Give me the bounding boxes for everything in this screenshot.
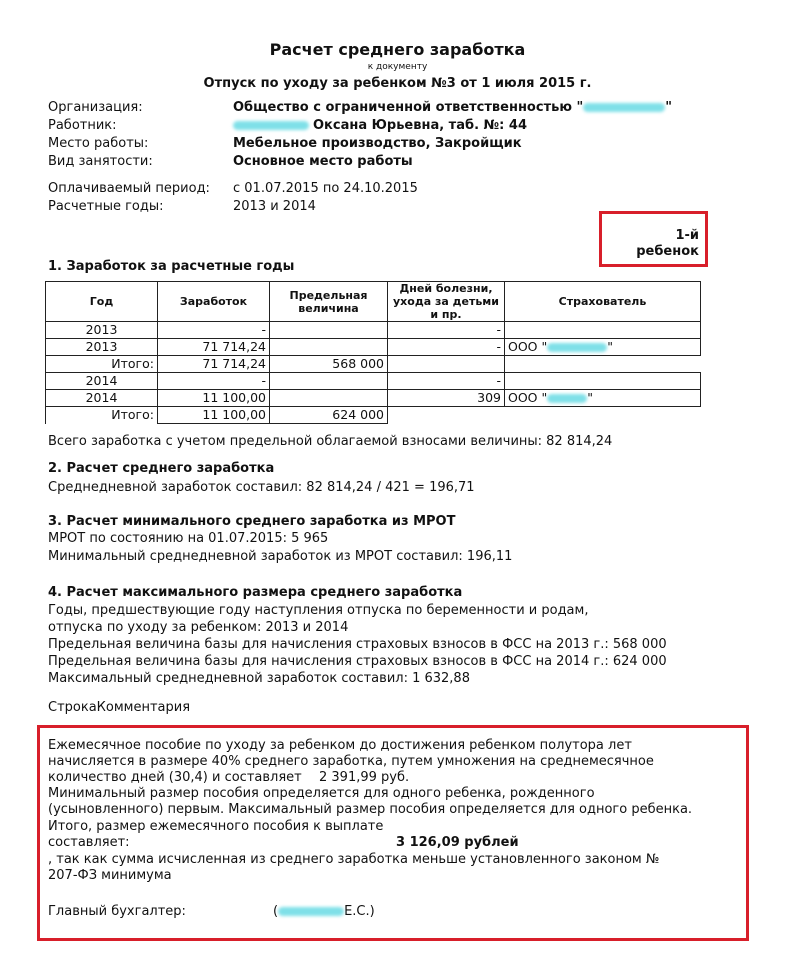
comment-line: Итого, размер ежемесячного пособия к выплате <box>48 819 384 834</box>
total-earnings-line: Всего заработка с учетом предельной облагаемой взносами величины: 82 814,24 <box>48 434 613 449</box>
place-label: Место работы: <box>48 136 149 151</box>
redaction-mark <box>278 907 344 916</box>
cell-earnings: 71 714,24 <box>158 356 270 373</box>
col-header-earnings: Заработок <box>158 282 270 322</box>
cell-days: - <box>388 339 505 356</box>
cell-insurer <box>505 407 701 424</box>
comment-line: 207-ФЗ минимума <box>48 868 172 883</box>
cell-year: 2014 <box>46 390 158 407</box>
section-4-line-2: отпуска по уходу за ребенком: 2013 и 2014 <box>48 620 349 635</box>
table-row <box>46 390 701 407</box>
section-3-line-2: Минимальный среднедневной заработок из МРОТ составил: 196,11 <box>48 549 513 564</box>
comment-box <box>37 725 749 941</box>
cell-limit <box>270 390 388 407</box>
cell-insurer <box>505 322 701 339</box>
cell-limit <box>270 339 388 356</box>
badge-line-2: ребенок <box>636 244 699 259</box>
comment-line: количество дней (30,4) и составляет <box>48 770 302 785</box>
cell-total-label: Итого: <box>46 407 158 424</box>
period-label: Оплачиваемый период: <box>48 181 210 196</box>
section-4-title: 4. Расчет максимального размера среднего заработка <box>48 585 463 600</box>
cell-days <box>388 407 505 424</box>
cell-year: 2014 <box>46 373 158 390</box>
section-2-line: Среднедневной заработок составил: 82 814,24 / 421 = 196,71 <box>48 480 475 495</box>
comment-line: Минимальный размер пособия определяется для одного ребенка, рожденного <box>48 786 595 801</box>
cell-insurer <box>505 356 701 373</box>
table-total-row <box>46 407 701 424</box>
years-value: 2013 и 2014 <box>233 199 316 214</box>
employment-label: Вид занятости: <box>48 154 153 169</box>
period-value: с 01.07.2015 по 24.10.2015 <box>233 181 418 196</box>
section-1-title: 1. Заработок за расчетные годы <box>48 259 295 274</box>
cell-earnings: 71 714,24 <box>158 339 270 356</box>
cell-days: - <box>388 373 505 390</box>
place-value: Мебельное производство, Закройщик <box>233 136 522 151</box>
cell-limit <box>270 373 388 390</box>
child-order-badge <box>599 211 708 267</box>
section-3-line-1: МРОТ по состоянию на 01.07.2015: 5 965 <box>48 531 329 546</box>
cell-earnings: - <box>158 322 270 339</box>
earnings-table <box>45 281 701 424</box>
col-header-limit: Предельная величина <box>270 282 388 322</box>
cell-earnings: - <box>158 373 270 390</box>
comment-line: начисляется в размере 40% среднего заработка, путем умножения на среднемесячное <box>48 754 654 769</box>
worker-label: Работник: <box>48 118 117 133</box>
org-label: Организация: <box>48 100 143 115</box>
comment-line: , так как сумма исчисленная из среднего заработка меньше установленного законом № <box>48 852 660 867</box>
cell-earnings: 11 100,00 <box>158 390 270 407</box>
worker-value: Оксана Юрьевна, таб. №: 44 <box>233 118 527 133</box>
cell-days: 309 <box>388 390 505 407</box>
redaction-mark <box>547 343 607 352</box>
org-value: Общество с ограниченной ответственностью " " <box>233 100 673 115</box>
table-header-row <box>46 282 701 322</box>
cell-year: 2013 <box>46 339 158 356</box>
employment-value: Основное место работы <box>233 154 413 169</box>
comment-label: СтрокаКомментария <box>48 700 191 715</box>
cell-limit: 624 000 <box>270 407 388 424</box>
cell-insurer: ООО " " <box>505 339 701 356</box>
section-2-title: 2. Расчет среднего заработка <box>48 461 275 476</box>
table-row <box>46 322 701 339</box>
section-4-line-3: Предельная величина базы для начисления страховых взносов в ФСС на 2013 г.: 568 000 <box>48 637 667 652</box>
table-row <box>46 373 701 390</box>
section-3-title: 3. Расчет минимального среднего заработка из МРОТ <box>48 514 456 529</box>
cell-limit <box>270 322 388 339</box>
redaction-mark <box>547 394 587 403</box>
section-4-line-5: Максимальный среднедневной заработок составил: 1 632,88 <box>48 671 470 686</box>
signature-name: ( Е.С.) <box>273 904 375 919</box>
comment-line: Ежемесячное пособие по уходу за ребенком до достижения ребенком полутора лет <box>48 738 632 753</box>
col-header-year: Год <box>46 282 158 322</box>
cell-limit: 568 000 <box>270 356 388 373</box>
cell-insurer <box>505 373 701 390</box>
page-title: Расчет среднего заработка <box>269 40 526 59</box>
cell-days: - <box>388 322 505 339</box>
years-label: Расчетные годы: <box>48 199 164 214</box>
col-header-insurer: Страхователь <box>505 282 701 322</box>
signature-label: Главный бухгалтер: <box>48 904 186 919</box>
allowance-amount: 2 391,99 руб. <box>319 770 410 785</box>
cell-year: 2013 <box>46 322 158 339</box>
comment-line: (усыновленного) первым. Максимальный размер пособия определяется для одного ребенка. <box>48 802 693 817</box>
redaction-mark <box>233 121 309 130</box>
badge-line-1: 1-й <box>675 228 699 243</box>
cell-days <box>388 356 505 373</box>
table-row <box>46 339 701 356</box>
page-subtitle: к документу <box>367 62 428 72</box>
col-header-days: Дней болезни, ухода за детьми и пр. <box>388 282 505 322</box>
comment-line: составляет: <box>48 835 130 850</box>
total-allowance: 3 126,09 рублей <box>396 835 519 850</box>
cell-total-label: Итого: <box>46 356 158 373</box>
document-reference: Отпуск по уходу за ребенком №3 от 1 июля 2015 г. <box>203 76 592 91</box>
section-4-line-4: Предельная величина базы для начисления страховых взносов в ФСС на 2014 г.: 624 000 <box>48 654 667 669</box>
cell-insurer: ООО " " <box>505 390 701 407</box>
cell-earnings: 11 100,00 <box>158 407 270 424</box>
table-total-row <box>46 356 701 373</box>
redaction-mark <box>583 103 665 112</box>
section-4-line-1: Годы, предшествующие году наступления отпуска по беременности и родам, <box>48 603 589 618</box>
